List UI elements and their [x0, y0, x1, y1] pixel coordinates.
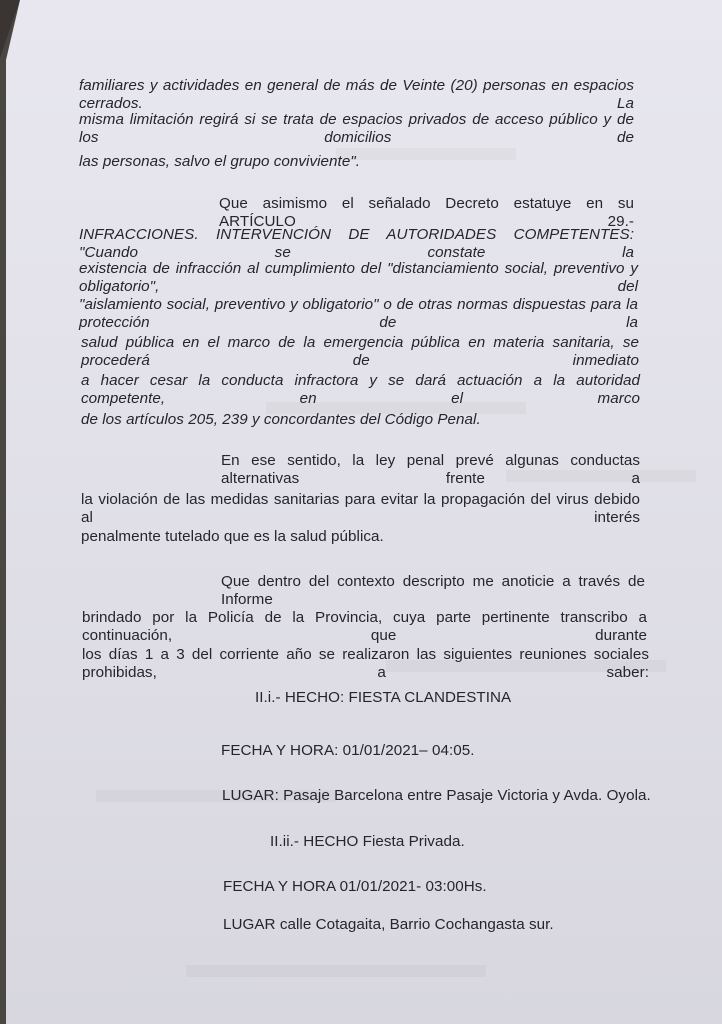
text-line — [81, 528, 384, 546]
text-run: II.ii.- HECHO Fiesta Privada. — [270, 833, 465, 850]
text-line — [221, 573, 645, 609]
text-run: los días 1 a 3 del corriente año se realizaron las siguientes reuniones sociales prohibidas, a saber: — [82, 646, 649, 681]
text-line — [79, 77, 634, 113]
text-run: las personas, salvo el grupo conviviente". — [79, 153, 361, 170]
text-run: INFRACCIONES. INTERVENCIÓN DE AUTORIDADES COMPETENTES: "Cuando se constate la — [79, 226, 634, 261]
text-run: II.i.- HECHO: FIESTA CLANDESTINA — [255, 689, 512, 706]
text-run: de los artículos 205, 239 y concordantes del Código Penal. — [81, 411, 481, 428]
text-run: la violación de las medidas sanitarias para evitar la propagación del virus debido al interés — [81, 491, 640, 526]
text-run: a hacer cesar la conducta infractora y se dará actuación a la autoridad competente, en el marco — [81, 372, 640, 407]
text-line — [270, 833, 465, 851]
text-line — [223, 916, 554, 934]
text-run: salud pública en el marco de la emergencia pública en materia sanitaria, se procederá de inmediato — [81, 334, 639, 369]
text-run: FECHA Y HORA: 01/01/2021– 04:05. — [221, 742, 475, 759]
text-run: familiares y actividades en general de más de Veinte (20) personas en espacios cerrados. La — [79, 77, 634, 112]
text-line — [79, 260, 638, 296]
text-run: LUGAR: Pasaje Barcelona entre Pasaje Victoria y Avda. Oyola. — [222, 787, 651, 804]
text-line — [79, 226, 634, 262]
text-run: Que dentro del contexto descripto me anoticie a través de Informe — [221, 573, 645, 608]
text-line — [81, 411, 481, 429]
text-line — [79, 153, 360, 171]
text-line — [221, 742, 474, 760]
text-line — [223, 878, 487, 896]
bleed-through-mark — [186, 965, 486, 977]
text-run: misma limitación regirá si se trata de espacios privados de acceso público y de los domicilios de — [79, 111, 634, 146]
text-run: En ese sentido, la ley penal prevé algunas conductas alternativas frente a — [221, 452, 640, 487]
text-run: "aislamiento social, preventivo y obligatorio" o de otras normas dispuestas para la protección de la — [79, 296, 638, 331]
text-run: LUGAR calle Cotagaita, Barrio Cochangasta sur. — [223, 916, 554, 933]
text-line — [82, 646, 649, 682]
text-run: FECHA Y HORA 01/01/2021- 03:00Hs. — [223, 878, 487, 895]
text-line — [79, 296, 638, 332]
text-line — [221, 452, 640, 488]
text-line — [79, 111, 634, 147]
text-line — [81, 334, 639, 370]
text-run: brindado por la Policía de la Provincia, cuya parte pertinente transcribo a continuación, que durante — [82, 609, 647, 644]
text-run: penalmente tutelado que es la salud pública. — [81, 528, 384, 545]
text-run: existencia de infracción al cumplimiento del "distanciamiento social, preventivo y obligatorio", del — [79, 260, 638, 295]
text-run: Que asimismo el señalado Decreto estatuye en su ARTÍCULO 29.- — [219, 195, 634, 230]
text-line — [222, 787, 651, 805]
text-line — [81, 491, 640, 527]
text-line — [82, 609, 647, 645]
text-line — [81, 372, 640, 408]
bleed-through-mark — [336, 148, 516, 160]
text-line — [255, 689, 511, 707]
